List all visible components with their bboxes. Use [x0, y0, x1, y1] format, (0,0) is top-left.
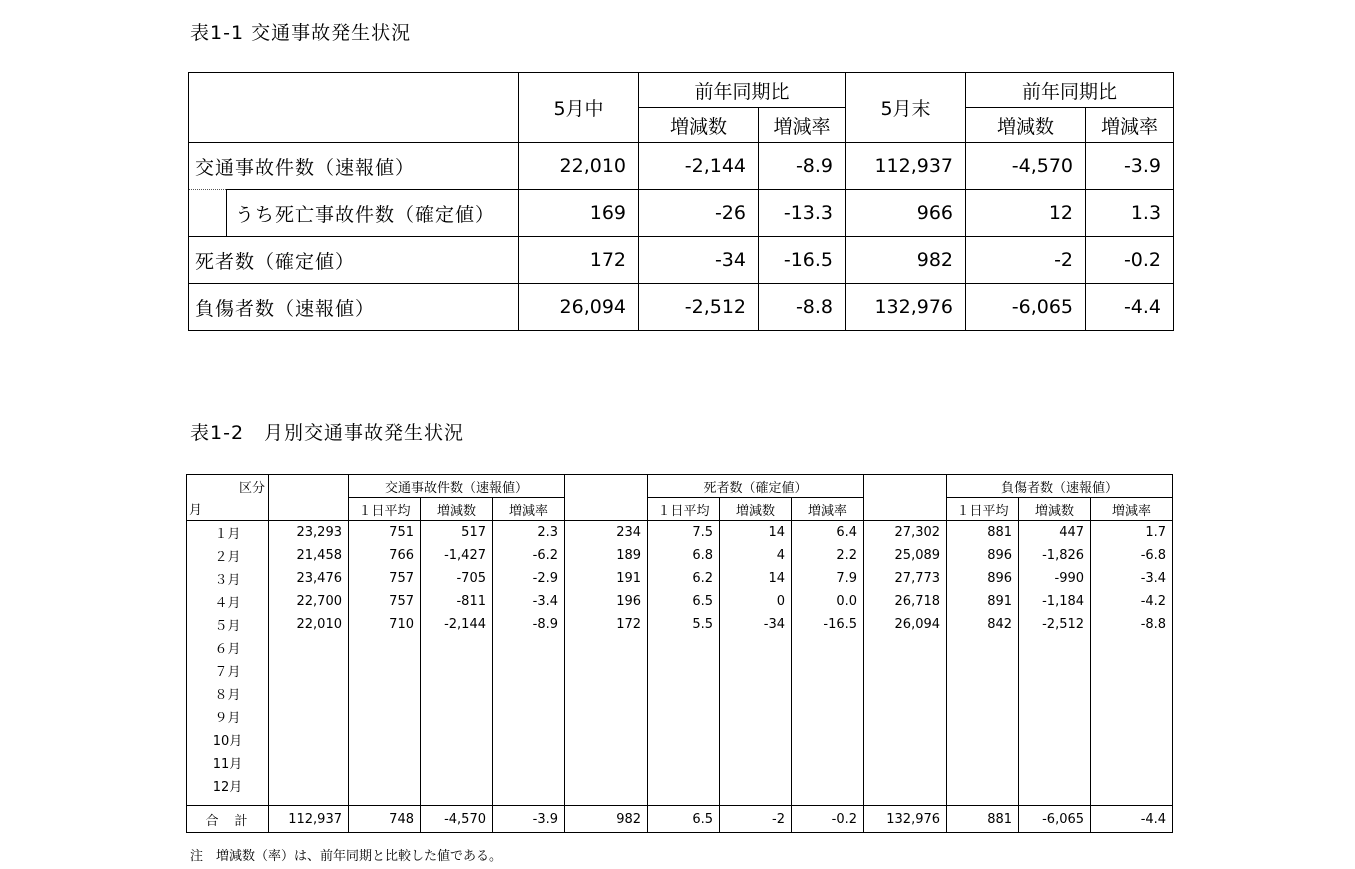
- row-label: 負傷者数（速報値）: [189, 284, 519, 331]
- cell-injured-rate: -8.8: [1091, 613, 1173, 636]
- cell-accidents-avg: [349, 682, 421, 705]
- cell-injured-rate: -6.8: [1091, 544, 1173, 567]
- cell-injured: 27,773: [864, 567, 947, 590]
- header-may-end: 5月末: [846, 73, 966, 143]
- table-row: [189, 190, 1174, 237]
- cell-may-mid: 169: [519, 190, 639, 237]
- cell-injured: [864, 728, 947, 751]
- header-blank: [565, 498, 648, 521]
- cell-accidents-rate: [493, 705, 565, 728]
- header-accidents: 交通事故件数（速報値）: [349, 475, 565, 498]
- cell-deaths-avg: [648, 636, 720, 659]
- cell-may-mid: 26,094: [519, 284, 639, 331]
- cell-month: ４月: [187, 590, 269, 613]
- cell-accidents-avg: 766: [349, 544, 421, 567]
- cell-injured-rate: [1091, 774, 1173, 797]
- cell-deaths-rate: -0.2: [792, 806, 864, 833]
- header-blank: [864, 475, 947, 498]
- header-deaths: 死者数（確定値）: [648, 475, 864, 498]
- cell-deaths-avg: [648, 659, 720, 682]
- cell-deaths-rate: 6.4: [792, 521, 864, 545]
- cell-accidents: 22,010: [269, 613, 349, 636]
- cell-deaths: 234: [565, 521, 648, 545]
- cell-deaths: [565, 728, 648, 751]
- header-inc-rate-end: 増減率: [1086, 108, 1174, 143]
- cell-accidents-inc: -705: [421, 567, 493, 590]
- cell-injured-inc: -6,065: [1019, 806, 1091, 833]
- cell-deaths-inc: [720, 636, 792, 659]
- table-row: [187, 636, 1173, 659]
- cell-month: 12月: [187, 774, 269, 797]
- header-inc-rate-mid: 増減率: [759, 108, 846, 143]
- cell-deaths-inc: 14: [720, 567, 792, 590]
- cell-deaths-inc: [720, 728, 792, 751]
- cell-injured-inc: [1019, 774, 1091, 797]
- cell-deaths-avg: 5.5: [648, 613, 720, 636]
- cell-injured: 25,089: [864, 544, 947, 567]
- cell-accidents-rate: 2.3: [493, 521, 565, 545]
- header-blank: [864, 498, 947, 521]
- cell-accidents: 112,937: [269, 806, 349, 833]
- cell-deaths-avg: [648, 774, 720, 797]
- header-yoy-end: 前年同期比: [966, 73, 1174, 108]
- cell-mid-rate: -8.8: [759, 284, 846, 331]
- table-row: [189, 143, 1174, 190]
- cell-mid-inc: -2,512: [639, 284, 759, 331]
- footnote: 注 増減数（率）は、前年同期と比較した値である。: [190, 849, 503, 864]
- spacer-row: [187, 797, 1173, 806]
- cell-injured-inc: -990: [1019, 567, 1091, 590]
- header-inc-rate: 増減率: [792, 498, 864, 521]
- cell-accidents: [269, 659, 349, 682]
- header-may-mid: 5月中: [519, 73, 639, 143]
- cell-deaths-rate: 7.9: [792, 567, 864, 590]
- header-blank: [565, 475, 648, 498]
- cell-end-inc: -4,570: [966, 143, 1086, 190]
- header-inc-num: 増減数: [720, 498, 792, 521]
- cell-injured-rate: [1091, 682, 1173, 705]
- cell-deaths-inc: -34: [720, 613, 792, 636]
- cell-deaths: [565, 682, 648, 705]
- cell-may-mid: 22,010: [519, 143, 639, 190]
- cell-accidents: 21,458: [269, 544, 349, 567]
- cell-month: ８月: [187, 682, 269, 705]
- cell-injured-rate: [1091, 728, 1173, 751]
- indent-spacer: [189, 190, 227, 237]
- cell-accidents-rate: [493, 682, 565, 705]
- cell-injured-avg: 896: [947, 544, 1019, 567]
- cell-mid-inc: -2,144: [639, 143, 759, 190]
- header-kubun: 区分: [187, 475, 269, 498]
- cell-injured-inc: [1019, 751, 1091, 774]
- cell-accidents-avg: [349, 636, 421, 659]
- cell-accidents: 22,700: [269, 590, 349, 613]
- cell-deaths-rate: [792, 751, 864, 774]
- table-row: [187, 521, 1173, 545]
- cell-accidents-inc: [421, 636, 493, 659]
- table-row: [187, 728, 1173, 751]
- cell-accidents: 23,476: [269, 567, 349, 590]
- cell-injured-avg: [947, 705, 1019, 728]
- cell-deaths-avg: 7.5: [648, 521, 720, 545]
- cell-injured-rate: -3.4: [1091, 567, 1173, 590]
- header-tsuki: 月: [187, 498, 269, 521]
- header-inc-rate: 増減率: [1091, 498, 1173, 521]
- cell-accidents: [269, 751, 349, 774]
- header-blank: [269, 475, 349, 498]
- cell-deaths-avg: [648, 705, 720, 728]
- cell-deaths-rate: -16.5: [792, 613, 864, 636]
- cell-accidents-rate: [493, 659, 565, 682]
- cell-injured-rate: -4.2: [1091, 590, 1173, 613]
- cell-injured: [864, 705, 947, 728]
- cell-deaths: 189: [565, 544, 648, 567]
- cell-injured-inc: 447: [1019, 521, 1091, 545]
- cell-accidents: [269, 774, 349, 797]
- cell-accidents-rate: -3.4: [493, 590, 565, 613]
- table1-title: 表1-1 交通事故発生状況: [190, 22, 412, 44]
- cell-deaths-inc: [720, 682, 792, 705]
- cell-month: ２月: [187, 544, 269, 567]
- cell-accidents: [269, 682, 349, 705]
- cell-injured-avg: 891: [947, 590, 1019, 613]
- cell-month: ５月: [187, 613, 269, 636]
- header-daily-avg: １日平均: [947, 498, 1019, 521]
- cell-accidents-avg: 757: [349, 590, 421, 613]
- cell-injured: 132,976: [864, 806, 947, 833]
- table-row: [187, 613, 1173, 636]
- cell-accidents-rate: -6.2: [493, 544, 565, 567]
- cell-injured-avg: [947, 774, 1019, 797]
- table-row: [187, 544, 1173, 567]
- cell-end-rate: -4.4: [1086, 284, 1174, 331]
- cell-injured: [864, 682, 947, 705]
- cell-may-end: 982: [846, 237, 966, 284]
- cell-deaths-inc: 0: [720, 590, 792, 613]
- cell-end-inc: -6,065: [966, 284, 1086, 331]
- cell-deaths: [565, 751, 648, 774]
- table-row: [187, 590, 1173, 613]
- cell-deaths: 172: [565, 613, 648, 636]
- cell-accidents-avg: 751: [349, 521, 421, 545]
- cell-accidents-inc: -4,570: [421, 806, 493, 833]
- table-row: [189, 284, 1174, 331]
- cell-injured: [864, 659, 947, 682]
- cell-injured-rate: [1091, 636, 1173, 659]
- header-daily-avg: １日平均: [349, 498, 421, 521]
- cell-deaths-rate: [792, 705, 864, 728]
- header-blank-cell: [189, 73, 519, 143]
- cell-deaths-avg: [648, 728, 720, 751]
- cell-injured-rate: [1091, 659, 1173, 682]
- cell-mid-inc: -34: [639, 237, 759, 284]
- header-inc-num: 増減数: [421, 498, 493, 521]
- cell-month: １月: [187, 521, 269, 545]
- cell-deaths-avg: [648, 682, 720, 705]
- cell-accidents: [269, 636, 349, 659]
- cell-deaths-rate: 2.2: [792, 544, 864, 567]
- cell-deaths-avg: 6.5: [648, 590, 720, 613]
- cell-injured-inc: [1019, 636, 1091, 659]
- cell-accidents: 23,293: [269, 521, 349, 545]
- cell-injured-inc: -2,512: [1019, 613, 1091, 636]
- cell-accidents-inc: [421, 774, 493, 797]
- cell-accidents-rate: -8.9: [493, 613, 565, 636]
- cell-injured-avg: [947, 728, 1019, 751]
- cell-deaths-rate: [792, 682, 864, 705]
- cell-deaths-rate: [792, 659, 864, 682]
- cell-deaths-rate: [792, 636, 864, 659]
- cell-accidents-rate: -2.9: [493, 567, 565, 590]
- table-row: [187, 751, 1173, 774]
- cell-deaths-rate: [792, 774, 864, 797]
- cell-deaths-avg: 6.2: [648, 567, 720, 590]
- cell-month: ７月: [187, 659, 269, 682]
- cell-accidents-rate: [493, 636, 565, 659]
- cell-accidents-inc: [421, 705, 493, 728]
- cell-deaths-avg: [648, 751, 720, 774]
- cell-injured-inc: [1019, 705, 1091, 728]
- cell-mid-rate: -13.3: [759, 190, 846, 237]
- cell-month: ６月: [187, 636, 269, 659]
- monthly-traffic-accident-table: [186, 474, 1173, 833]
- cell-may-mid: 172: [519, 237, 639, 284]
- cell-month: ３月: [187, 567, 269, 590]
- cell-injured: 27,302: [864, 521, 947, 545]
- table2-title: 表1-2 月別交通事故発生状況: [190, 422, 465, 444]
- cell-injured-inc: -1,826: [1019, 544, 1091, 567]
- cell-deaths: [565, 774, 648, 797]
- cell-injured-inc: [1019, 682, 1091, 705]
- cell-injured-avg: [947, 682, 1019, 705]
- traffic-accident-summary-table: [188, 72, 1174, 331]
- table-row: [189, 237, 1174, 284]
- cell-accidents-rate: [493, 751, 565, 774]
- cell-accidents-avg: [349, 774, 421, 797]
- cell-injured-avg: [947, 751, 1019, 774]
- cell-accidents-avg: [349, 705, 421, 728]
- cell-injured: [864, 751, 947, 774]
- cell-injured-avg: 881: [947, 806, 1019, 833]
- table-row: [187, 567, 1173, 590]
- cell-accidents-inc: -811: [421, 590, 493, 613]
- cell-end-rate: 1.3: [1086, 190, 1174, 237]
- table-row: [187, 659, 1173, 682]
- cell-accidents-rate: [493, 774, 565, 797]
- row-label: 死者数（確定値）: [189, 237, 519, 284]
- header-inc-num-end: 増減数: [966, 108, 1086, 143]
- header-inc-rate: 増減率: [493, 498, 565, 521]
- header-inc-num: 増減数: [1019, 498, 1091, 521]
- cell-deaths-inc: 14: [720, 521, 792, 545]
- cell-deaths: [565, 705, 648, 728]
- cell-accidents: [269, 728, 349, 751]
- cell-injured-avg: 881: [947, 521, 1019, 545]
- header-yoy-mid: 前年同期比: [639, 73, 846, 108]
- header-injured: 負傷者数（速報値）: [947, 475, 1173, 498]
- cell-injured: 26,718: [864, 590, 947, 613]
- cell-accidents-avg: [349, 751, 421, 774]
- cell-end-rate: -0.2: [1086, 237, 1174, 284]
- cell-mid-rate: -16.5: [759, 237, 846, 284]
- cell-deaths-rate: [792, 728, 864, 751]
- cell-injured-inc: [1019, 659, 1091, 682]
- row-label: 交通事故件数（速報値）: [189, 143, 519, 190]
- cell-accidents-inc: 517: [421, 521, 493, 545]
- cell-accidents-avg: [349, 659, 421, 682]
- cell-may-end: 966: [846, 190, 966, 237]
- cell-deaths-inc: [720, 659, 792, 682]
- cell-deaths-rate: 0.0: [792, 590, 864, 613]
- cell-deaths-avg: 6.5: [648, 806, 720, 833]
- cell-injured: [864, 636, 947, 659]
- cell-injured: [864, 774, 947, 797]
- cell-accidents-inc: -2,144: [421, 613, 493, 636]
- header-daily-avg: １日平均: [648, 498, 720, 521]
- cell-accidents-avg: 710: [349, 613, 421, 636]
- total-label: 合計: [187, 806, 269, 833]
- cell-injured-avg: 896: [947, 567, 1019, 590]
- total-row: [187, 806, 1173, 833]
- cell-injured-avg: 842: [947, 613, 1019, 636]
- cell-month: 10月: [187, 728, 269, 751]
- cell-deaths: 982: [565, 806, 648, 833]
- table-row: [187, 705, 1173, 728]
- cell-accidents: [269, 705, 349, 728]
- cell-injured: 26,094: [864, 613, 947, 636]
- cell-deaths-avg: 6.8: [648, 544, 720, 567]
- cell-accidents-avg: [349, 728, 421, 751]
- cell-deaths-inc: -2: [720, 806, 792, 833]
- cell-accidents-inc: [421, 751, 493, 774]
- cell-deaths: [565, 636, 648, 659]
- cell-injured-avg: [947, 659, 1019, 682]
- cell-accidents-inc: -1,427: [421, 544, 493, 567]
- cell-accidents-avg: 748: [349, 806, 421, 833]
- cell-mid-inc: -26: [639, 190, 759, 237]
- cell-deaths: 196: [565, 590, 648, 613]
- cell-deaths-inc: [720, 705, 792, 728]
- cell-end-rate: -3.9: [1086, 143, 1174, 190]
- cell-injured-inc: [1019, 728, 1091, 751]
- header-inc-num-mid: 増減数: [639, 108, 759, 143]
- table-row: [187, 682, 1173, 705]
- cell-accidents-inc: [421, 682, 493, 705]
- cell-injured-rate: [1091, 705, 1173, 728]
- cell-accidents-inc: [421, 728, 493, 751]
- cell-deaths-inc: [720, 751, 792, 774]
- cell-may-end: 112,937: [846, 143, 966, 190]
- header-blank: [269, 498, 349, 521]
- cell-mid-rate: -8.9: [759, 143, 846, 190]
- cell-injured-inc: -1,184: [1019, 590, 1091, 613]
- cell-injured-rate: -4.4: [1091, 806, 1173, 833]
- cell-accidents-inc: [421, 659, 493, 682]
- row-label: うち死亡事故件数（確定値）: [227, 190, 519, 237]
- cell-accidents-avg: 757: [349, 567, 421, 590]
- cell-month: ９月: [187, 705, 269, 728]
- cell-injured-avg: [947, 636, 1019, 659]
- cell-month: 11月: [187, 751, 269, 774]
- cell-end-inc: 12: [966, 190, 1086, 237]
- cell-deaths-inc: [720, 774, 792, 797]
- table-row: [187, 774, 1173, 797]
- cell-deaths-inc: 4: [720, 544, 792, 567]
- cell-may-end: 132,976: [846, 284, 966, 331]
- cell-injured-rate: [1091, 751, 1173, 774]
- cell-injured-rate: 1.7: [1091, 521, 1173, 545]
- cell-end-inc: -2: [966, 237, 1086, 284]
- cell-accidents-rate: -3.9: [493, 806, 565, 833]
- cell-deaths: [565, 659, 648, 682]
- cell-accidents-rate: [493, 728, 565, 751]
- cell-deaths: 191: [565, 567, 648, 590]
